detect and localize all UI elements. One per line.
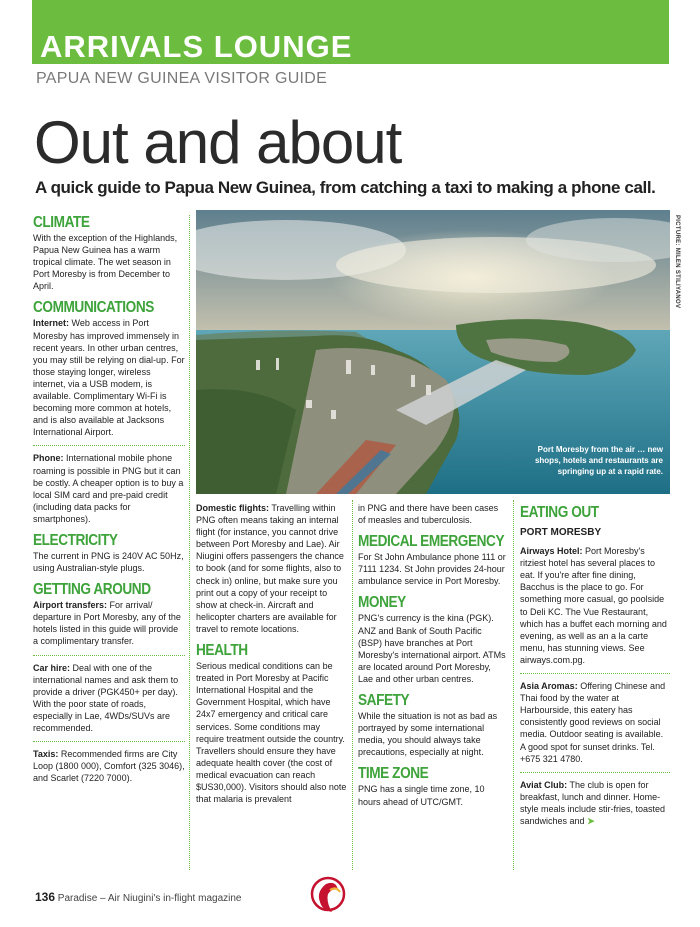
airways-hotel-paragraph [520,545,670,666]
taxis-paragraph [33,748,185,784]
health-heading: HEALTH [196,642,248,660]
asia-aromas-label: Asia Aromas: [520,681,578,692]
divider [520,772,670,773]
phone-text: International mobile phone roaming is possible in PNG but it can be costly. A cheaper option is to buy a local SIM card and pre-paid credit (including data packs for smartphones). [33,453,184,524]
domestic-flights-label: Domestic flights: [196,503,270,513]
airways-hotel-text: Port Moresby's ritziest hotel has several places to eat. If you're after fine dining, Bacchus is the place to go. For something more casual, go poolside to Deli KC. The Vue Restaurant, which has a buffet each morning and evening, as well as an a la carte menu, has stunning views. See airways.com.pg. [520,546,667,665]
getting-around-heading: GETTING AROUND [33,581,151,599]
airport-label: Airport transfers: [33,600,108,611]
health-continued-text: in PNG and there have been cases of measles and tuberculosis. [358,503,499,526]
car-hire-text: Deal with one of the international names and ask them to provide a driver (PGK450+ per day). With the poor state of roads, especially in Lae, 4WDs/SUVs are recommended. [33,662,179,733]
banner-title: ARRIVALS LOUNGE [40,29,353,64]
airways-hotel-label: Airways Hotel: [520,546,583,557]
asia-aromas-text: Offering Chinese and Thai food by the water at Harbourside, this eatery has consistently good reviews on social media. Outdoor seating is available. A good spot for sunset drinks. Tel. +675 321 4780. [520,681,666,764]
climate-text: With the exception of the Highlands, Papua New Guinea has a warm tropical climate. The wet season in Port Moresby is from December to April. [33,233,178,292]
divider [33,445,185,446]
phone-paragraph [33,452,185,525]
electricity-text: The current in PNG is 240V AC 50Hz, using Australian-style plugs. [33,550,184,574]
asia-aromas-paragraph [520,680,670,765]
airport-text: For arrival/ departure in Port Moresby, any of the hotels listed in this guide will provide a complimentary transfer. [33,600,181,647]
car-hire-label: Car hire: [33,662,71,673]
bird-of-paradise-logo-icon [306,872,350,920]
column-2 [196,502,348,812]
banner [32,0,669,64]
column-1 [33,212,185,791]
health-text: Serious medical conditions can be treated in Port Moresby at Pacific International Hospital and the Government Hospital, which have 24x7 emergency and critical care services. Some conditions may require treatment outside the country. Travellers should ensure they have adequate health cover (the cost of medical evacuation can reach $US30,000). Visitors should also note that malaria is prevalent [196,661,347,805]
money-text: PNG's currency is the kina (PGK). ANZ and Bank of South Pacific (BSP) have branches at Port Moresby's international airport. ATMs are located around Port Moresby, Lae and other urban centres. [358,613,506,684]
divider [33,655,185,656]
safety-text: While the situation is not as bad as portrayed by some international media, you should always take precautions, especially at night. [358,711,498,758]
page-footer [35,890,241,904]
taxis-text: Recommended firms are City Loop (1800 000), Comfort (325 3046), and Scarlet (7220 7000). [33,749,185,784]
continue-arrow-icon: ➤ [587,815,595,826]
magazine-name: Paradise – Air Niugini's in-flight magazine [55,893,242,904]
domestic-flights-paragraph [196,502,348,635]
column-divider [189,215,190,870]
safety-heading: SAFETY [358,692,410,710]
photo-credit: PICTURE: MILEN STILIYANOV [674,215,680,309]
internet-text: Web access in Port Moresby has improved immensely in recent years. In other urban centres, you may still be relying on dial-up. For those staying longer, wireless internet, via a USB modem, is available. Complimentary Wi-Fi is becoming more common at hotels, and is also available at Jacksons International Airport. [33,318,185,438]
airport-paragraph [33,599,185,647]
column-divider [352,500,353,870]
internet-label: Internet: [33,318,69,329]
domestic-flights-text: Travelling within PNG often means taking an internal flight (for instance, you cannot drive between Port Moresby and Lae). Air Niugini offers passengers the chance to book (and for some flights, also to check in) online, but make sure you print out a copy of your receipt to show at check-in. Aircraft and helicopter charters are available for travel to remote locations. [196,503,344,634]
time-zone-heading: TIME ZONE [358,765,429,783]
column-divider [513,500,514,870]
aviat-club-label: Aviat Club: [520,779,568,790]
medical-emergency-text: For St John Ambulance phone 111 or 7111 1234. St John provides 24-hour ambulance service in Port Moresby. [358,552,506,587]
page-title: Out and about [34,109,402,176]
internet-paragraph [33,317,185,438]
city-subheading: PORT MORESBY [520,527,602,538]
eating-out-heading: EATING OUT [520,504,599,521]
page-number: 136 [35,890,56,904]
column-4 [520,502,670,834]
climate-heading: CLIMATE [33,214,90,231]
divider [33,741,185,742]
medical-emergency-heading: MEDICAL EMERGENCY [358,533,505,551]
car-hire-paragraph [33,662,185,735]
photo-caption: Port Moresby from the air … new shops, hotels and restaurants are springing up at a rapid rate. [534,445,663,476]
communications-heading: COMMUNICATIONS [33,299,154,317]
money-heading: MONEY [358,594,406,612]
lead-text: A quick guide to Papua New Guinea, from catching a taxi to making a phone call. [35,178,656,197]
phone-label: Phone: [33,453,64,464]
electricity-heading: ELECTRICITY [33,531,118,549]
taxis-label: Taxis: [33,749,59,760]
column-3 [358,502,508,815]
divider [520,673,670,674]
aviat-club-text: The club is open for breakfast, lunch and dinner. Home-style meals include stir-fries, toasted sandwiches and [520,779,666,826]
time-zone-text: PNG has a single time zone, 10 hours ahead of UTC/GMT. [358,784,485,807]
aviat-club-paragraph [520,779,670,827]
section-subtitle: PAPUA NEW GUINEA VISITOR GUIDE [36,70,328,87]
